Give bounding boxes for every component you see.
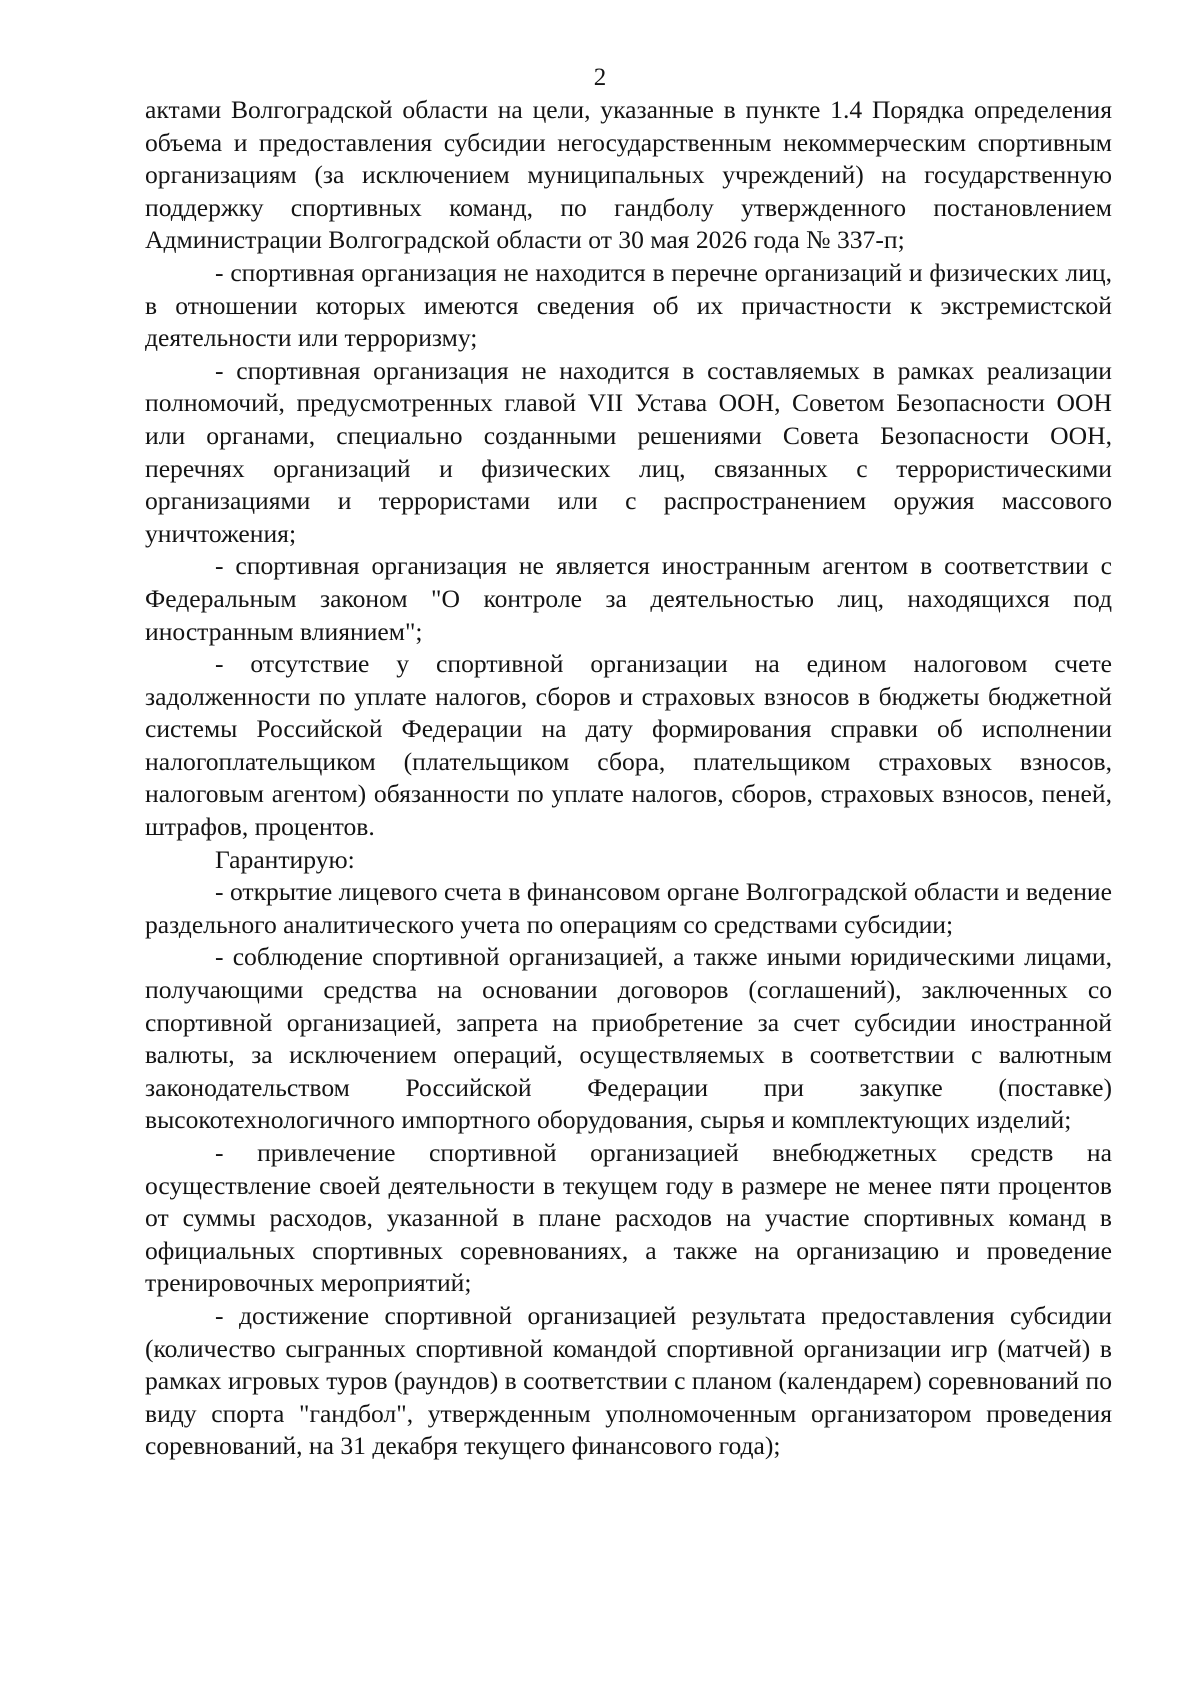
paragraph-currency-ban: - соблюдение спортивной организацией, а также иными юридическими лицами, получающими средства на основании договоров (соглашений), заключенных со спортивной организацией, запрета на приобретение за счет субсидии иностранной валюты, за исключением операций, осуществляемых в соответствии с валютным законодательством Российской Федерации при закупке (поставке) высокотехнологичного импортного оборудования, сырья и комплектующих изделий;: [145, 942, 1112, 1135]
paragraph-extrabudgetary-funds: - привлечение спортивной организацией внебюджетных средств на осуществление своей деятельности в текущем году в размере не менее пяти процентов от суммы расходов, указанной в плане расходов на участие спортивных команд в официальных спортивных соревнованиях, а также на организацию и проведение тренировочных мероприятий;: [145, 1138, 1112, 1298]
paragraph-result-achievement: - достижение спортивной организацией результата предоставления субсидии (количество сыгранных спортивной командой спортивной организации игр (матчей) в рамках игровых туров (раундов) в соответствии с планом (календарем) соревнований по виду спорта "гандбол", утвержденным уполномоченным организатором проведения соревнований, на 31 декабря текущего финансового года);: [145, 1300, 1112, 1461]
paragraph-personal-account: - открытие лицевого счета в финансовом органе Волгоградской области и ведение раздельного аналитического учета по операциям со средствами субсидии;: [145, 877, 1112, 939]
paragraph-continuation: актами Волгоградской области на цели, указанные в пункте 1.4 Порядка определения объема и предоставления субсидии негосударственным некоммерческим спортивным организациям (за исключением муниципальных учреждений) на государственную поддержку спортивных команд, по гандболу утвержденного постановлением Администрации Волгоградской области от 30 мая 2026 года № 337-п;: [145, 95, 1112, 255]
paragraph-un-sanctions-list: - спортивная организация не находится в составляемых в рамках реализации полномочий, предусмотренных главой VII Устава ООН, Советом Безопасности ООН или органами, специально созданными решениями Совета Безопасности ООН, перечнях организаций и физических лиц, связанных с террористическими организациями и террористами или с распространением оружия массового уничтожения;: [145, 355, 1112, 548]
page-number: 2: [593, 64, 607, 91]
document-body: [145, 94, 1112, 1463]
paragraph-foreign-agent: - спортивная организация не является иностранным агентом в соответствии с Федеральным законом "О контроле за деятельностью лиц, находящихся под иностранным влиянием";: [145, 551, 1112, 646]
paragraph-tax-debt: - отсутствие у спортивной организации на едином налоговом счете задолженности по уплате налогов, сборов и страховых взносов в бюджеты бюджетной системы Российской Федерации на дату формирования справки об исполнении налогоплательщиком (плательщиком сбора, плательщиком страховых взносов, налоговым агентом) обязанности по уплате налогов, сборов, страховых взносов, пеней, штрафов, процентов.: [145, 649, 1112, 842]
paragraph-guarantee-heading: Гарантирую:: [215, 844, 355, 874]
paragraph-extremism-list: - спортивная организация не находится в перечне организаций и физических лиц, в отношении которых имеются сведения об их причастности к экстремистской деятельности или терроризму;: [145, 257, 1112, 353]
